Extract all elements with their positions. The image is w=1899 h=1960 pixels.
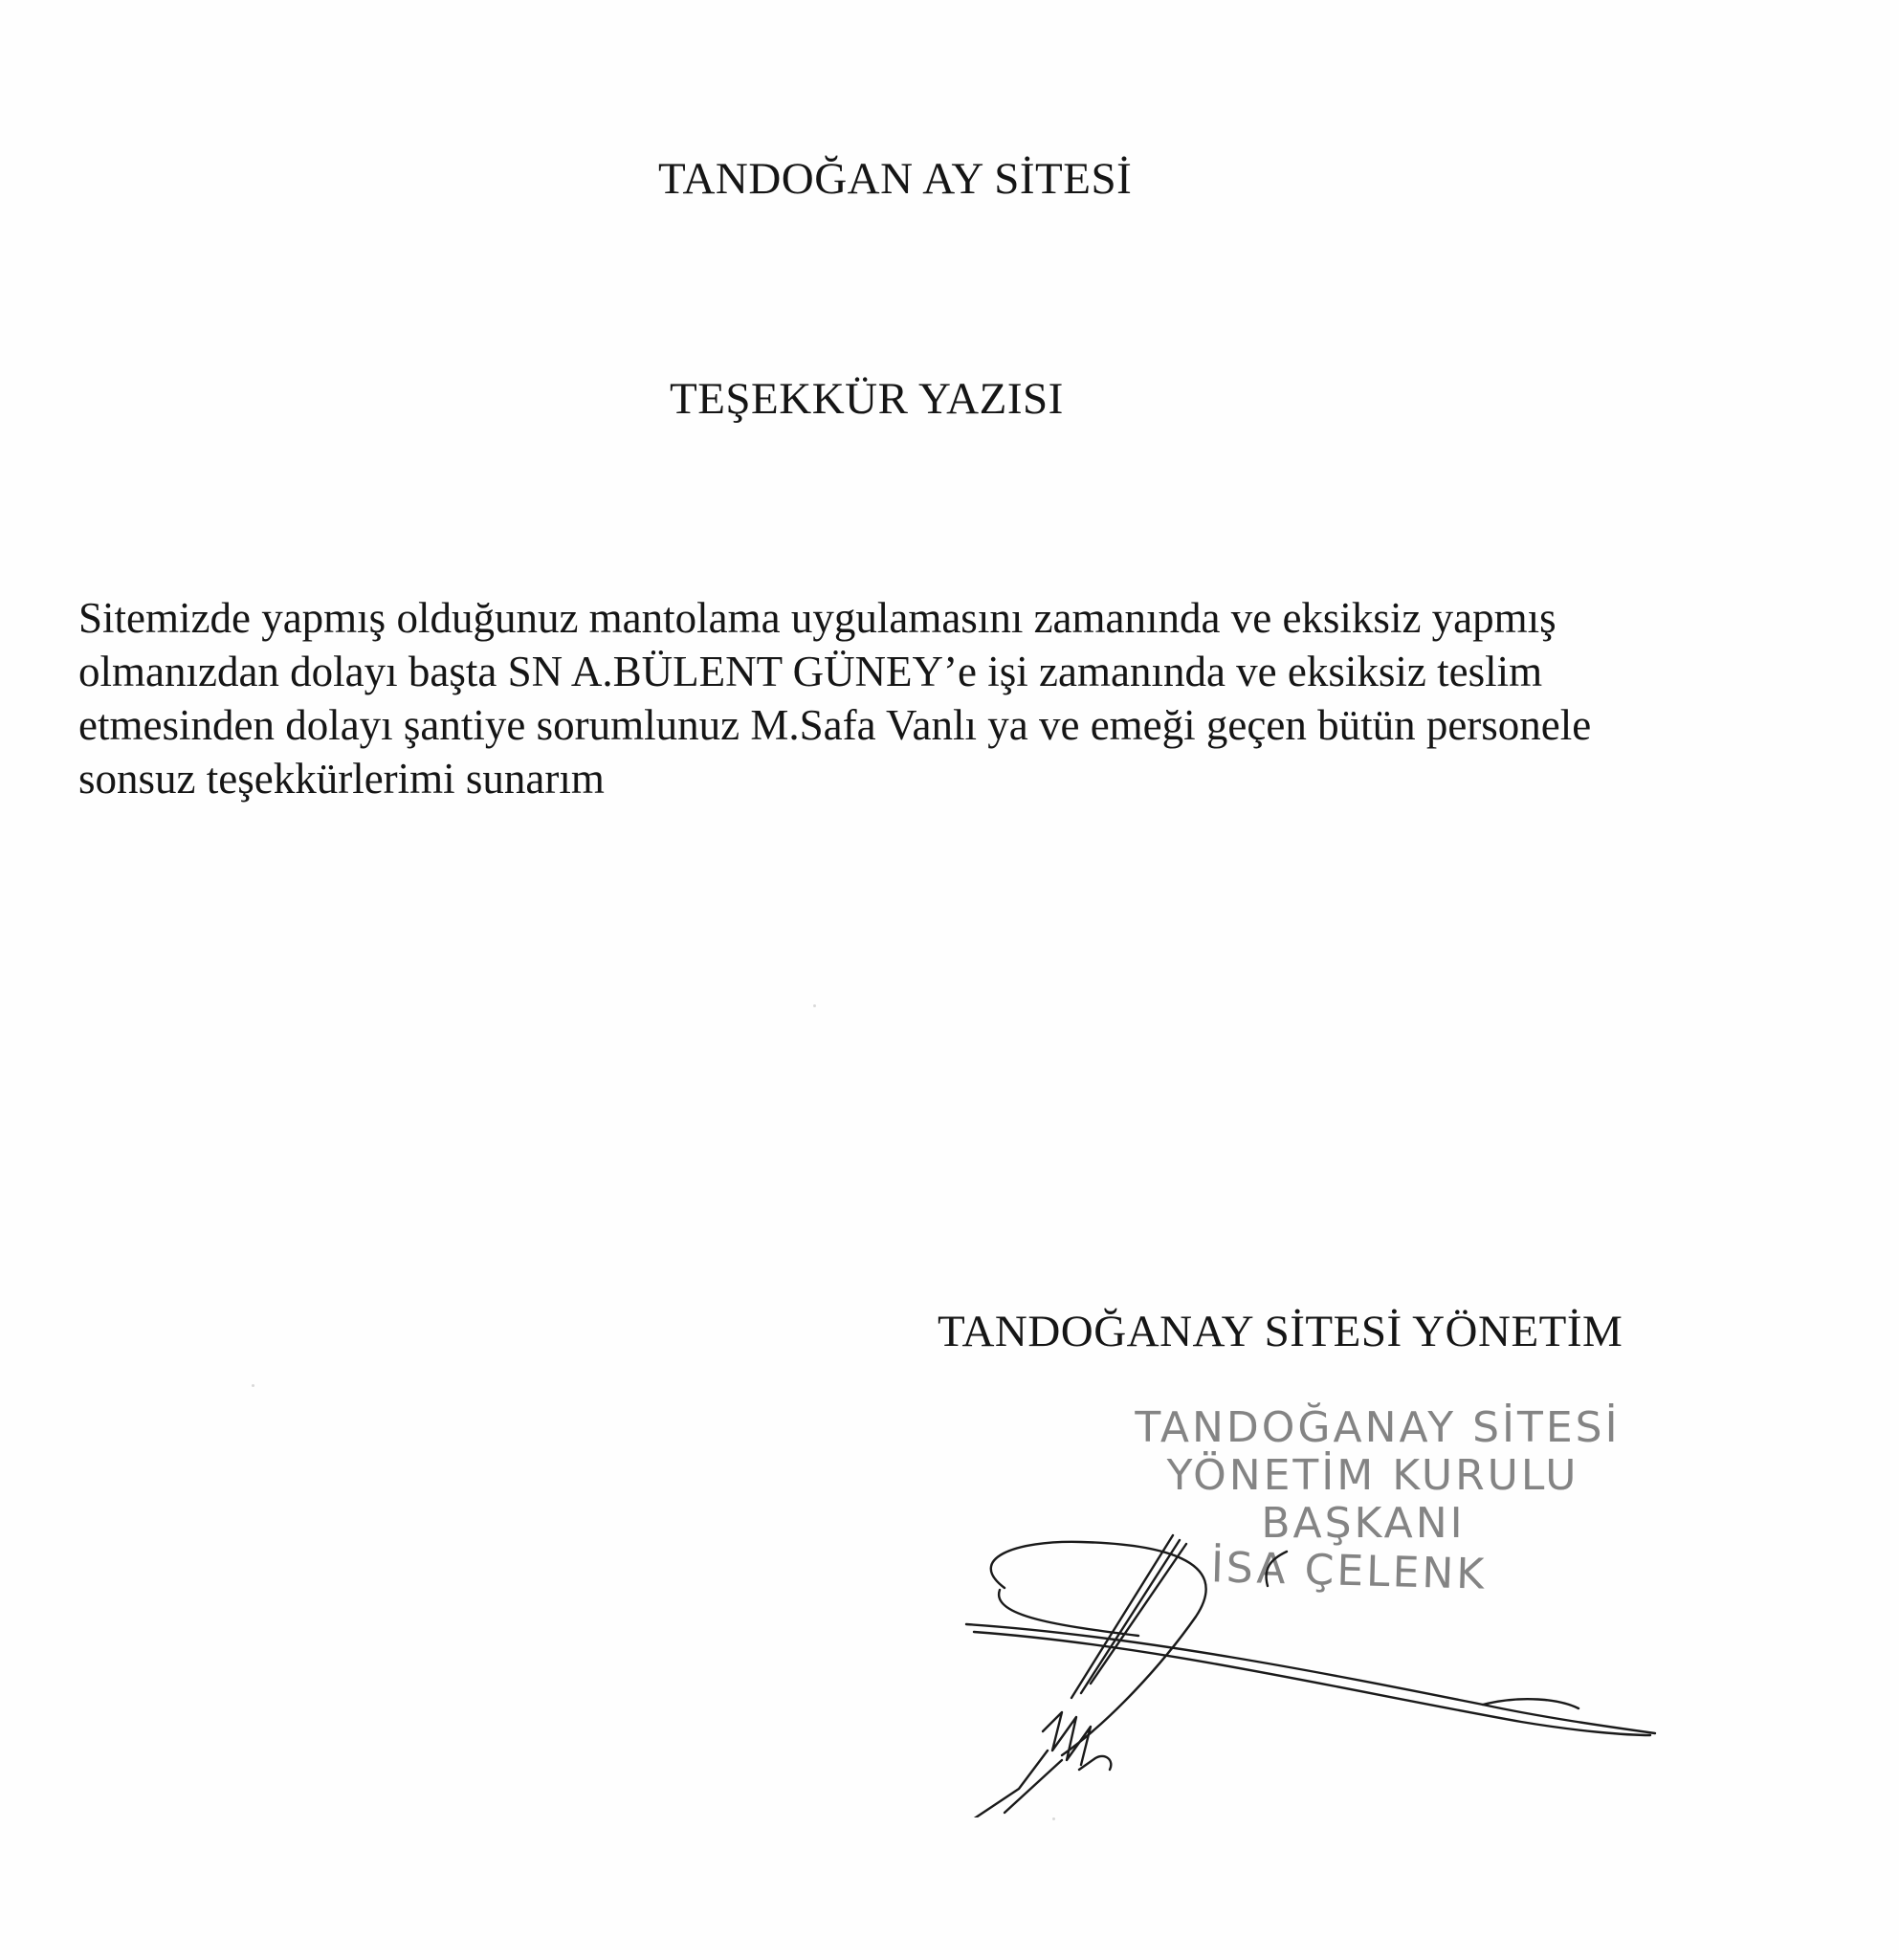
body-line: Sitemizde yapmış olduğunuz mantolama uygulamasını zamanında ve eksiksiz yapmış [78, 594, 1557, 642]
body-line: olmanızdan dolayı başta SN A.BÜLENT GÜNEY’e işi zamanında ve eksiksiz teslim [78, 648, 1543, 695]
handwritten-signature [947, 1531, 1674, 1817]
stamp-line: TANDOĞANAY SİTESİ [1135, 1403, 1621, 1452]
stamp-line: YÖNETİM KURULU [1166, 1451, 1579, 1500]
scan-artifact [1052, 1817, 1055, 1820]
signoff-text: TANDOĞANAY SİTESİ YÖNETİM [938, 1307, 1623, 1356]
scan-artifact [252, 1384, 254, 1387]
body-line: etmesinden dolayı şantiye sorumlunuz M.Safa Vanlı ya ve emeği geçen bütün personele [78, 701, 1592, 749]
stamp-line: İSA ÇELENK [1210, 1543, 1488, 1599]
body-line: sonsuz teşekkürlerimi sunarım [78, 755, 605, 803]
scan-artifact [813, 1004, 816, 1007]
stamp-line: BAŞKANI [1261, 1499, 1466, 1548]
document-title: TEŞEKKÜR YAZISI [670, 374, 1064, 424]
body-paragraph [78, 591, 1791, 805]
header-text: TANDOĞAN AY SİTESİ [658, 154, 1133, 204]
